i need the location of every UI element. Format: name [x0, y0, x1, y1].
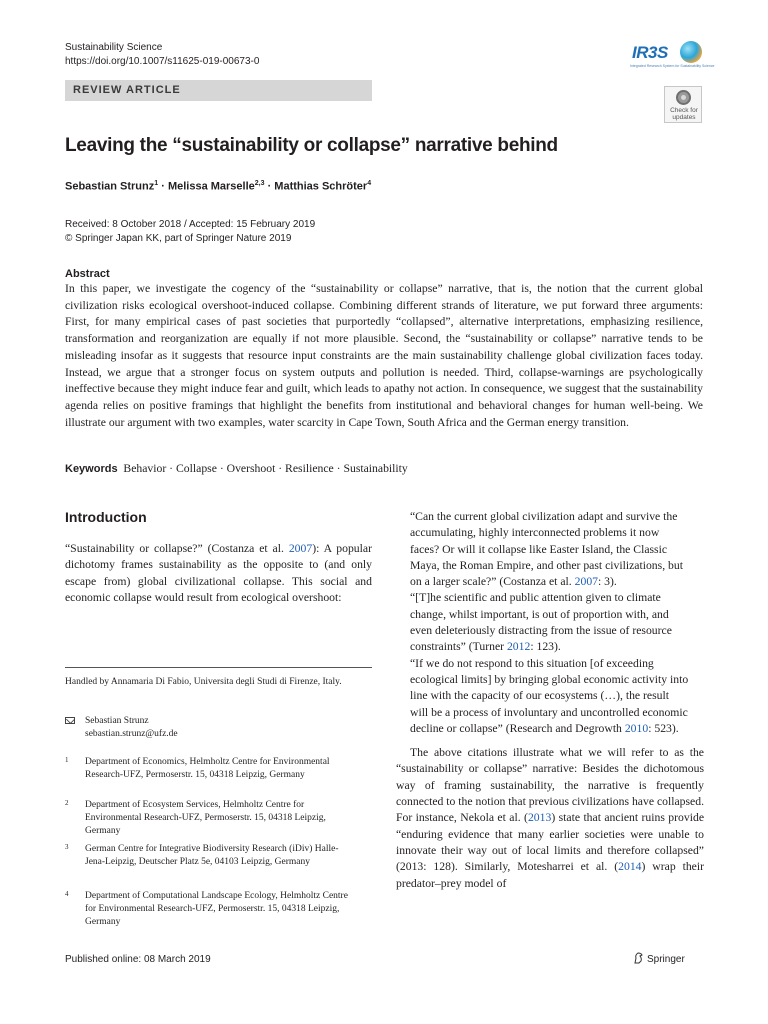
journal-name: Sustainability Science: [65, 42, 163, 53]
affiliation-text: Department of Ecosystem Services, Helmholtz Centre for Environmental Research-UFZ, Permoserstr. 15, 04318 Leipzig, Germany: [85, 800, 326, 836]
block-quote: [396, 509, 704, 590]
publisher-logo: [633, 952, 685, 965]
journal-header: [65, 41, 259, 69]
author-list: Sebastian Strunz$^1$ · Melissa Marselle$^{2,3}$ · Matthias Schröter$^4$: [65, 180, 372, 193]
author-name[interactable]: Matthias Schröter: [274, 180, 368, 193]
doi-link[interactable]: https://doi.org/10.1007/s11625-019-00673-0: [65, 56, 260, 67]
author-affiliation: 2,3: [254, 180, 265, 187]
affiliation-text: Department of Economics, Helmholtz Centre for Environmental Research-UFZ, Permoserstr. 15, 04318 Leipzig, Germany: [85, 757, 330, 780]
keywords-label: Keywords: [65, 463, 118, 475]
check-for-updates-button[interactable]: [664, 86, 702, 123]
section-heading-introduction: Introduction: [65, 509, 147, 525]
citation-link[interactable]: 2012: [506, 640, 531, 654]
author-name[interactable]: Sebastian Strunz: [65, 180, 155, 193]
contact-email[interactable]: sebastian.strunz@ufz.de: [85, 729, 178, 739]
affiliation-number: 1: [65, 756, 69, 764]
affiliation-number: 2: [65, 799, 69, 807]
footnote-divider: [65, 667, 372, 668]
article-type-label: REVIEW ARTICLE: [73, 84, 181, 96]
text-run: ): A popular dichotomy frames sustainability as the opposite to (and only escape from) global civilizational collapse. This social and economic collapse would result from ecological overshoot:: [65, 542, 372, 605]
received-accepted: Received: 8 October 2018 / Accepted: 15 February 2019: [65, 219, 316, 230]
body-paragraph: [396, 745, 704, 892]
citation-link[interactable]: 2014: [618, 860, 642, 874]
globe-icon: [680, 41, 702, 63]
text-run: : 123).: [530, 640, 561, 654]
text-run: : 523).: [648, 721, 679, 735]
check-updates-icon: [676, 90, 691, 105]
text-run: ) state that ancient ruins provide “enduring evidence that many earlier societies were unable to innovate their way out of local limits and therefore collapsed” (2013: 128). Similarly, Motesharrei et al. (: [396, 811, 705, 874]
text-run: ) wrap their predator–prey model of: [396, 860, 704, 890]
article-title: Leaving the “sustainability or collapse” narrative behind: [65, 135, 558, 156]
article-type-banner: [65, 80, 372, 101]
text-run: “Can the current global civilization adapt and survive the accumulating, highly interconnected problems it now faces? Or will it collapse like Easter Island, the Classic Maya, the Roman Empire, and other past civilizations, but on a larger scale?” (Costanza et al.: [410, 510, 683, 589]
logo-subtitle: Integrated Research System for Sustainability Science: [630, 64, 715, 68]
right-column: [396, 509, 704, 892]
abstract-heading: Abstract: [65, 268, 110, 280]
text-run: : 3).: [598, 575, 617, 589]
author-affiliation: 1: [154, 180, 159, 187]
affiliation-text: German Centre for Integrative Biodiversity Research (iDiv) Halle-Jena-Leipzig, Deutscher Platz 5e, 04103 Leipzig, Germany: [85, 844, 339, 867]
contact-details: [85, 715, 178, 741]
affiliation-number: 4: [65, 890, 69, 898]
affiliation-number: 3: [65, 843, 69, 851]
logo-text: IR3S: [632, 43, 668, 62]
citation-link[interactable]: 2007: [288, 542, 313, 555]
intro-paragraph: [65, 541, 372, 607]
check-updates-label: Check for updates: [670, 107, 698, 121]
ir3s-logo: [628, 39, 715, 73]
affiliation-text: Department of Computational Landscape Ecology, Helmholtz Centre for Environmental Research-UFZ, Permoserstr. 15, 04318 Leipzig, Germany: [85, 891, 348, 927]
keywords: [65, 462, 408, 475]
author-name[interactable]: Melissa Marselle: [167, 180, 255, 193]
block-quote: [396, 656, 704, 737]
springer-horse-icon: [633, 952, 644, 964]
citation-link[interactable]: 2010: [624, 721, 649, 735]
text-run: “Sustainability or collapse?” (Costanza et al.: [65, 542, 289, 555]
author-affiliation: 4: [367, 180, 372, 187]
text-run: The above citations illustrate what we will refer to as the “sustainability or collapse” narrative: Besides the dichotomous way of framing sustainability, the narrative is frequently connected to the notion that previous civilizations have collapsed. For instance, Nekola et al. (: [396, 746, 705, 825]
text-run: “[T]he scientific and public attention given to climate change, whilst important, is out of proportion with, and even deleteriously distracting from the issue of resource constraints” (Turner: [410, 591, 672, 654]
copyright: © Springer Japan KK, part of Springer Nature 2019: [65, 233, 292, 244]
published-date: Published online: 08 March 2019: [65, 954, 211, 965]
citation-link[interactable]: 2007: [574, 575, 598, 589]
contact-name: Sebastian Strunz: [85, 716, 149, 726]
abstract-text: In this paper, we investigate the cogency of the “sustainability or collapse” narrative, that is, the notion that the current global civilization risks ecological overshoot-induced collapse. Combining different strands of literature, we put forward three arguments: First, for many empirical cases of past societies that purportedly “collapsed”, alternative interpretations, emphasizing resilience, transformation and reorganization are equally if not more plausible. Second, the “sustainability or collapse” narrative tends to be misleading insofar as it suggests that resource input constraints are the main sustainability challenge global civilization faces today. Instead, we argue that a stronger focus on system outputs and pollution is needed. Third, collapse-warnings are psychologically ineffective because they might induce fear and guilt, which leads to apathy not action. In consequence, we suggest that the sustainability agenda relies on positive framings that highlight the benefits from institutional and behavioral changes for human well-being. We illustrate our argument with two examples, water scarcity in Cape Town, South Africa and the German energy transition.: [65, 282, 703, 429]
publisher-name: Springer: [647, 954, 685, 965]
text-run: “If we do not respond to this situation [of exceeding ecological limits] by bringing global economic activity into line with the capacity of our ecosystems (…), the result will be a process of involuntary and uncontrolled economic decline or collapse” (Research and Degrowth: [410, 656, 689, 735]
keywords-list: Behavior · Collapse · Overshoot · Resilience · Sustainability: [123, 462, 408, 475]
article-dates: [65, 218, 315, 246]
handling-editor-note: Handled by Annamaria Di Fabio, Universita degli Studi di Firenze, Italy.: [65, 677, 342, 687]
citation-link[interactable]: 2013: [527, 811, 552, 825]
block-quote: [396, 590, 704, 655]
envelope-icon: [65, 717, 75, 724]
